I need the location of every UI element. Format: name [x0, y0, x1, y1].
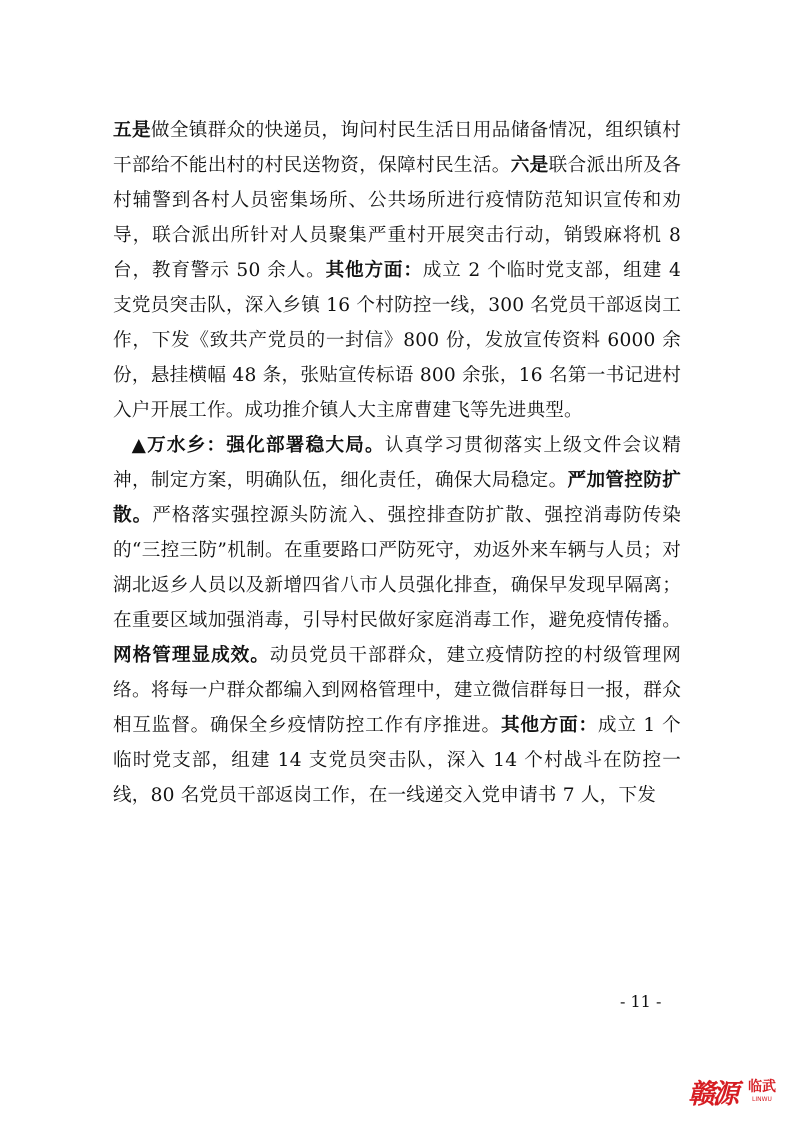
watermark-side-text: 临武 — [748, 1079, 776, 1095]
watermark-tiny-text: LINWU — [752, 1096, 772, 1103]
section-text-deploy: 认真学习贯彻落实上级文件会议精神，制定方案，明确队伍，细化责任，确保大局稳定。 — [113, 435, 681, 491]
item-text-six: 联合派出所及各村辅警到各村人员密集场所、公共场所进行疫情防范知识宣传和劝导，联合派出所针对人员聚集严重村开展突击行动，销毁麻将机 8 台，教育警示 50 余人。 — [113, 155, 682, 281]
page-number: - 11 - — [620, 992, 662, 1011]
section-heading-wanshui: ▲万水乡：强化部署稳大局。 — [131, 435, 385, 456]
item-text-other: 成立 2 个临时党支部，组建 4 支党员突击队，深入乡镇 16 个村防控一线，300 名党员干部返岗工作，下发《致共产党员的一封信》800 份，发放宣传资料 6000 余份，悬挂横幅 48 条，张贴宣传标语 800 余张，16 名第一书记进村入户开展工作。成功推介镇人大主席曹建飞等先进典型。 — [113, 260, 681, 421]
item-label-five: 五是 — [113, 120, 151, 141]
document-body — [113, 113, 681, 813]
paragraph-town-measures — [113, 113, 681, 428]
watermark-logo — [688, 1072, 788, 1116]
watermark-main-text: 赣源 — [688, 1079, 736, 1110]
section-text-grid: 动员党员干部群众，建立疫情防控的村级管理网络。将每一户群众都编入到网格管理中，建立微信群每日一报，群众相互监督。确保全乡疫情防控工作有序推进。 — [113, 645, 681, 736]
section-text-control: 严格落实强控源头防流入、强控排查防扩散、强控消毒防传染的“三控三防”机制。在重要路口严防死守，劝返外来车辆与人员；对湖北返乡人员以及新增四省八市人员强化排查，确保早发现早隔离；在重要区域加强消毒，引导村民做好家庭消毒工作，避免疫情传播。 — [113, 505, 681, 631]
subheading-grid: 网格管理显成效。 — [113, 645, 270, 666]
paragraph-wanshui-township — [113, 428, 681, 813]
subheading-other: 其他方面： — [500, 715, 598, 736]
subheading-control: 严加管控防扩散。 — [113, 470, 681, 526]
item-label-six: 六是 — [510, 155, 549, 176]
item-text-five: 做全镇群众的快递员，询问村民生活日用品储备情况，组织镇村干部给不能出村的村民送物资，保障村民生活。 — [113, 120, 682, 176]
section-text-other: 成立 1 个临时党支部，组建 14 支党员突击队，深入 14 个村战斗在防控一线，80 名党员干部返岗工作，在一线递交入党申请书 7 人，下发 — [113, 715, 681, 806]
item-label-other: 其他方面： — [325, 260, 423, 281]
